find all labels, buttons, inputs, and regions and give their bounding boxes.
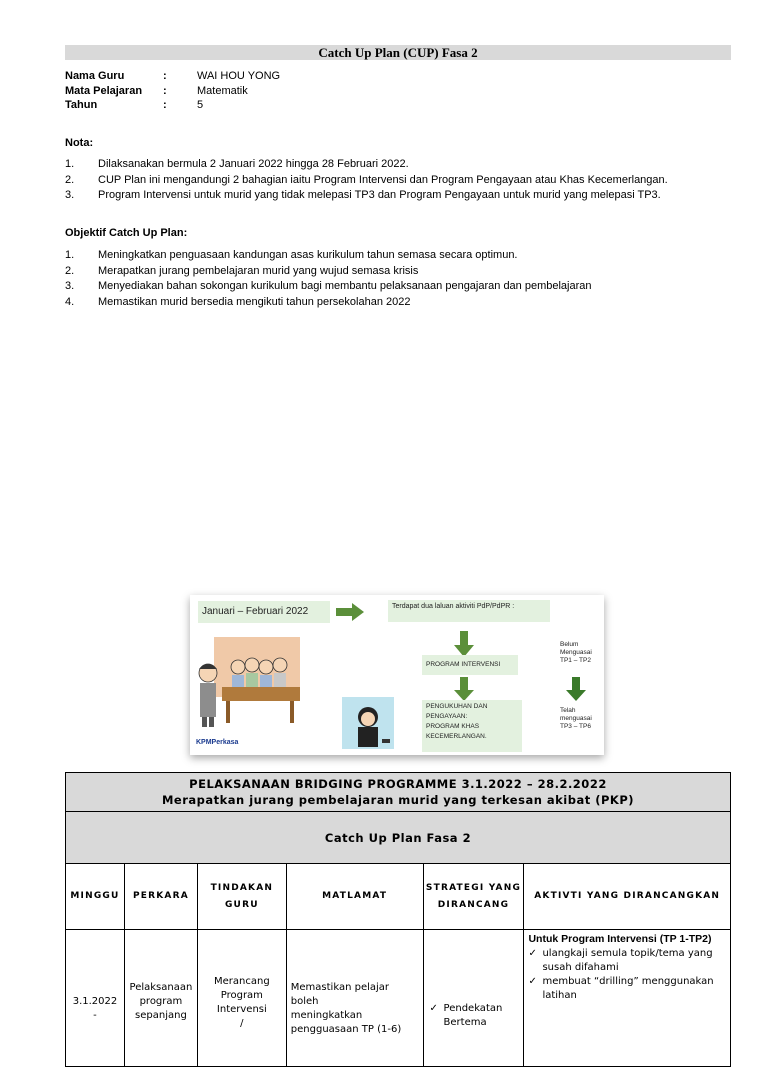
info-label: Tahun <box>65 99 98 111</box>
info-colon: : <box>163 70 167 82</box>
telah-line: menguasai <box>560 715 592 722</box>
list-item <box>65 295 592 311</box>
nota-heading: Nota: <box>65 137 94 149</box>
cell-line: sepanjang <box>135 1010 187 1021</box>
laluan-box: Terdapat dua laluan aktiviti PdP/PdPR : <box>388 600 550 622</box>
cell-line: Intervensi <box>216 1004 267 1015</box>
cell-line: Memastikan pelajar boleh <box>290 982 390 1007</box>
telah-line: TP3 – TP6 <box>560 723 591 730</box>
info-value: Matematik <box>197 84 248 97</box>
column-header-line: DIRANCANG <box>437 899 510 910</box>
kpm-perkasa-logo: KPMPerkasa <box>196 739 239 746</box>
list-number: 1. <box>65 249 75 261</box>
list-text: CUP Plan ini mengandungi 2 bahagian iaitu Program Intervensi dan Program Pengayaan atau Khas Kecemerlangan. <box>98 173 668 186</box>
list-item <box>65 157 668 173</box>
list-number: 2. <box>65 173 75 186</box>
column-header-line: TINDAKAN <box>210 882 274 893</box>
objektif-heading: Objektif Catch Up Plan: <box>65 227 188 239</box>
cell-line: pengguasaan TP (1-6) <box>290 1024 402 1035</box>
cell-line: susah difahami <box>542 962 619 973</box>
date-range-box: Januari – Februari 2022 <box>198 601 330 623</box>
list-number: 1. <box>65 158 75 170</box>
column-header-minggu: MINGGU <box>66 864 125 930</box>
column-header-tindakan <box>197 864 286 930</box>
pengayaan-line: PROGRAM KHAS <box>426 723 480 730</box>
telah-line: Telah <box>560 707 576 714</box>
cup-pathway-figure <box>190 595 604 755</box>
list-text: Memastikan murid bersedia mengikuti tahun persekolahan 2022 <box>98 295 411 308</box>
list-number: 4. <box>65 295 75 308</box>
cell-strategi <box>423 930 524 1067</box>
info-colon: : <box>163 99 167 111</box>
check-icon: ✓ <box>429 1003 438 1014</box>
cell-line: Pelaksanaan <box>129 982 193 993</box>
info-value: 5 <box>197 99 204 111</box>
classroom-illustration <box>194 637 300 729</box>
list-item <box>65 279 592 295</box>
check-icon: ✓ <box>528 976 537 987</box>
program-intervensi-box: PROGRAM INTERVENSI <box>422 655 518 675</box>
cell-line: Bertema <box>443 1017 487 1028</box>
cell-matlamat <box>286 930 423 1067</box>
column-header-strategi <box>423 864 524 930</box>
list-text: Program Intervensi untuk murid yang tidak melepasi TP3 dan Program Pengayaan untuk murid yang melepasi TP3. <box>98 189 661 201</box>
check-icon: ✓ <box>528 948 537 959</box>
table-row <box>66 930 731 1067</box>
list-item <box>65 264 592 280</box>
belum-line: Menguasai <box>560 649 592 656</box>
cell-line: Program <box>220 990 263 1001</box>
column-header-perkara: PERKARA <box>124 864 197 930</box>
table-header-line1: PELAKSANAAN BRIDGING PROGRAMME 3.1.2022 – 28.2.2022 <box>189 777 607 791</box>
cell-line: Merancang <box>214 976 270 987</box>
cell-line: meningkatkan <box>290 1010 363 1021</box>
list-text: Merapatkan jurang pembelajaran murid yang wujud semasa krisis <box>98 264 419 277</box>
info-row-mata-pelajaran <box>65 84 280 99</box>
column-header-matlamat: MATLAMAT <box>286 864 423 930</box>
cell-line: latihan <box>542 990 577 1001</box>
info-row-nama-guru <box>65 69 280 84</box>
column-header-aktiviti: AKTIVTI YANG DIRANCANGKAN <box>524 864 731 930</box>
belum-menguasai-label <box>560 641 592 665</box>
list-number: 3. <box>65 189 75 201</box>
pengayaan-line: PENGUKUHAN DAN <box>426 703 488 710</box>
pengayaan-box <box>422 700 522 752</box>
belum-line: TP1 – TP2 <box>560 657 591 664</box>
list-item <box>65 188 668 204</box>
cell-perkara <box>124 930 197 1067</box>
info-label: Nama Guru <box>65 70 125 82</box>
list-number: 3. <box>65 280 75 292</box>
table-column-headers <box>66 864 731 930</box>
belum-line: Belum <box>560 641 579 648</box>
arrow-down-icon <box>454 677 474 701</box>
arrow-down-icon <box>566 677 586 701</box>
table-header-line2: Merapatkan jurang pembelajaran murid yang terkesan akibat (PKP) <box>161 793 635 807</box>
student-illustration <box>342 697 394 749</box>
strategi-item <box>430 1002 520 1030</box>
column-header-line: GURU <box>224 899 259 910</box>
list-text: Dilaksanakan bermula 2 Januari 2022 hingga 28 Februari 2022. <box>98 158 409 170</box>
cell-line: Pendekatan <box>443 1003 503 1014</box>
cell-tindakan <box>197 930 286 1067</box>
aktiviti-item <box>528 975 726 1003</box>
arrow-down-icon <box>454 631 474 657</box>
info-label: Mata Pelajaran <box>65 84 143 97</box>
table-subheader: Catch Up Plan Fasa 2 <box>66 812 731 864</box>
info-value: WAI HOU YONG <box>197 70 281 82</box>
list-text: Menyediakan bahan sokongan kurikulum bagi membantu pelaksanaan pengajaran dan pembelajaran <box>98 280 592 292</box>
nota-list <box>65 157 668 204</box>
cell-line: - <box>93 1010 97 1021</box>
telah-menguasai-label <box>560 707 592 731</box>
teacher-info <box>65 69 280 113</box>
cell-line: 3.1.2022 <box>72 996 118 1007</box>
aktiviti-title: Untuk Program Intervensi (TP 1-TP2) <box>528 933 712 945</box>
aktiviti-item <box>528 947 726 975</box>
cell-line: ulangkaji semula topik/tema yang <box>542 948 713 959</box>
table-header <box>66 773 731 812</box>
arrow-right-icon <box>336 603 364 621</box>
list-item <box>65 173 668 189</box>
info-colon: : <box>163 84 167 97</box>
info-row-tahun <box>65 98 280 113</box>
list-text: Meningkatkan penguasaan kandungan asas kurikulum tahun semasa secara optimun. <box>98 249 518 261</box>
cell-line: membuat “drilling” menggunakan <box>542 976 714 987</box>
document-title: Catch Up Plan (CUP) Fasa 2 <box>65 45 731 60</box>
pengayaan-line: KECEMERLANGAN. <box>426 733 487 740</box>
list-item <box>65 248 592 264</box>
cell-line: / <box>240 1018 244 1029</box>
pengayaan-line: PENGAYAAN: <box>426 713 468 720</box>
cell-aktiviti <box>524 930 731 1067</box>
list-number: 2. <box>65 264 75 277</box>
cell-line: program <box>139 996 183 1007</box>
cell-minggu <box>66 930 125 1067</box>
bridging-programme-table <box>65 772 731 1067</box>
column-header-line: STRATEGI YANG <box>425 882 522 893</box>
objektif-list <box>65 248 592 310</box>
